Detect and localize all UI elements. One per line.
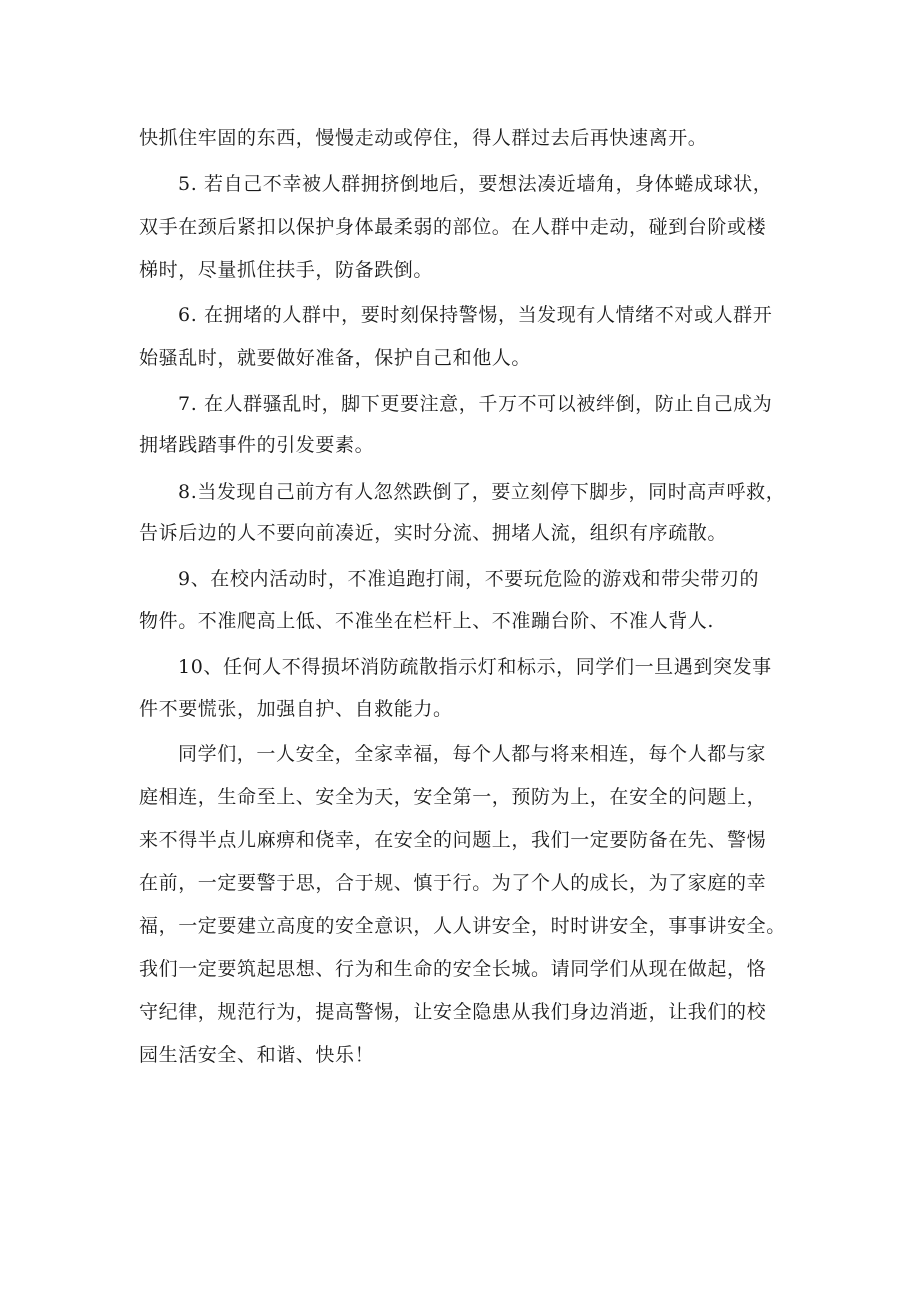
text-line: 件不要慌张，加强自护、自救能力。 [139,698,453,720]
text-line: 在前，一定要警于思，合于规、慎于行。为了个人的成长，为了家庭的幸 [139,872,767,894]
text-line: 6. 在拥堵的人群中，要时刻保持警惕，当发现有人情绪不对或人群开 [178,304,773,326]
text-line: 9、在校内活动时，不准追跑打闹，不要玩危险的游戏和带尖带刃的 [178,568,760,590]
text-line: 双手在颈后紧扣以保护身体最柔弱的部位。在人群中走动，碰到台阶或楼 [139,216,767,238]
text-line: 10、任何人不得损坏消防疏散指示灯和标示，同学们一旦遇到突发事 [178,656,772,678]
text-line: 来不得半点儿麻痹和侥幸，在安全的问题上，我们一定要防备在先、警惕 [139,829,767,851]
text-line: 梯时，尽量抓住扶手，防备跌倒。 [139,259,434,281]
text-line: 守纪律，规范行为，提高警惕，让安全隐患从我们身边消逝，让我们的校 [139,1001,767,1023]
text-line: 告诉后边的人不要向前凑近，实时分流、拥堵人流，组织有序疏散。 [139,522,728,544]
text-line: 同学们，一人安全，全家幸福，每个人都与将来相连，每个人都与家 [178,743,767,765]
text-line: 快抓住牢固的东西，慢慢走动或停住，得人群过去后再快速离开。 [139,127,708,149]
text-line: 始骚乱时，就要做好准备，保护自己和他人。 [139,347,532,369]
text-line: 拥堵践踏事件的引发要素。 [139,434,375,456]
text-line: 8.当发现自己前方有人忽然跌倒了，要立刻停下脚步，同时高声呼救， [178,481,786,503]
text-line: 5. 若自己不幸被人群拥挤倒地后，要想法凑近墙角，身体蜷成球状， [178,173,773,195]
text-line: 7. 在人群骚乱时，脚下更要注意，千万不可以被绊倒，防止自己成为 [178,393,773,415]
text-line: 物件。不准爬高上低、不准坐在栏杆上、不准蹦台阶、不准人背人. [139,610,715,632]
text-line: 福，一定要建立高度的安全意识，人人讲安全，时时讲安全，事事讲安全。 [139,915,786,937]
text-line: 庭相连，生命至上、安全为天，安全第一，预防为上，在安全的问题上， [139,786,767,808]
text-line: 我们一定要筑起思想、行为和生命的安全长城。请同学们从现在做起，恪 [139,958,767,980]
text-line: 园生活安全、和谐、快乐！ [139,1044,375,1066]
